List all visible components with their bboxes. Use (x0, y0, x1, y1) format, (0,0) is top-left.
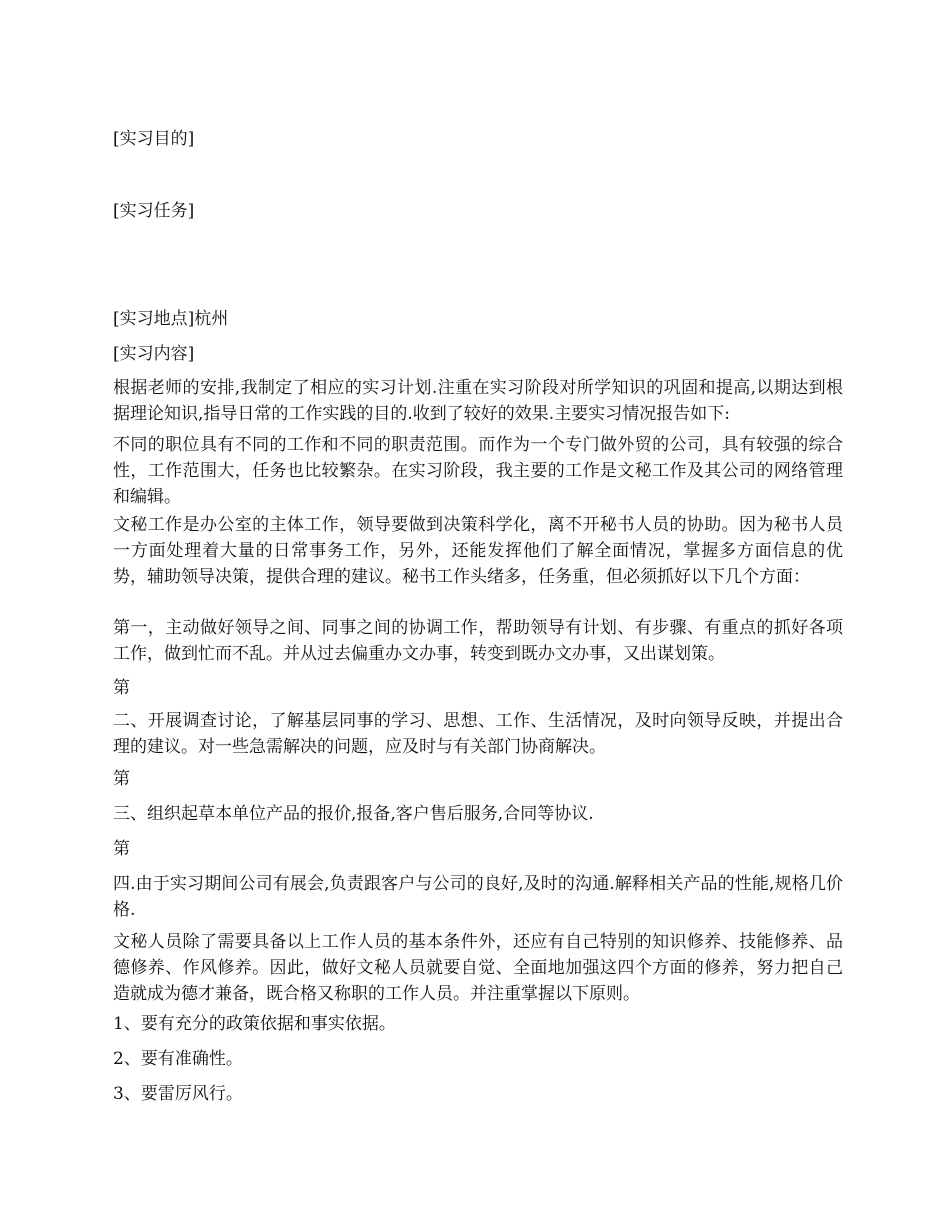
paragraph-responsibilities: 不同的职位具有不同的工作和不同的职责范围。而作为一个专门做外贸的公司，具有较强的综合性，工作范围大，任务也比较繁杂。在实习阶段，我主要的工作是文秘工作及其公司的网络管理和编辑。 (113, 435, 843, 507)
paragraph-cultivation: 文秘人员除了需要具备以上工作人员的基本条件外，还应有自己特别的知识修养、技能修养、品德修养、作风修养。因此，做好文秘人员就要自觉、全面地加强这四个方面的修养，努力把自己造就成为德才兼备，既合格又称职的工作人员。并注重掌握以下原则。 (113, 932, 843, 1004)
paragraph-point-three: 三、组织起草本单位产品的报价,报备,客户售后服务,合同等协议. (113, 804, 594, 824)
principle-1: 1、要有充分的政策依据和事实依据。 (113, 1014, 396, 1034)
paragraph-intro: 根据老师的安排,我制定了相应的实习计划.注重在实习阶段对所学知识的巩固和提高,以期达到根据理论知识,指导日常的工作实践的目的.收到了较好的效果.主要实习情况报告如下: (113, 378, 843, 424)
heading-location: [实习地点]杭州 (113, 309, 229, 329)
heading-task: [实习任务] (113, 201, 195, 221)
paragraph-secretary-work: 文秘工作是办公室的主体工作，领导要做到决策科学化，离不开秘书人员的协助。因为秘书人员一方面处理着大量的日常事务工作，另外，还能发挥他们了解全面情况，掌握多方面信息的优势，辅助领导决策，提供合理的建议。秘书工作头绪多，任务重，但必须抓好以下几个方面： (113, 515, 843, 587)
heading-purpose: [实习目的] (113, 129, 195, 149)
paragraph-di-1: 第 (113, 678, 130, 698)
paragraph-di-2: 第 (113, 769, 130, 789)
principle-2: 2、要有准确性。 (113, 1049, 243, 1069)
paragraph-point-four: 四.由于实习期间公司有展会,负责跟客户与公司的良好,及时的沟通.解释相关产品的性能,规格几价格. (113, 874, 843, 920)
paragraph-point-two: 二、开展调查讨论，了解基层同事的学习、思想、工作、生活情况，及时向领导反映，并提出合理的建议。对一些急需解决的问题，应及时与有关部门协商解决。 (113, 711, 843, 757)
principle-3: 3、要雷厉风行。 (113, 1084, 243, 1104)
paragraph-point-one: 第一，主动做好领导之间、同事之间的协调工作，帮助领导有计划、有步骤、有重点的抓好各项工作，做到忙而不乱。并从过去偏重办文办事，转变到既办文办事，又出谋划策。 (113, 618, 843, 664)
heading-content: [实习内容] (113, 344, 195, 364)
paragraph-di-3: 第 (113, 839, 130, 859)
